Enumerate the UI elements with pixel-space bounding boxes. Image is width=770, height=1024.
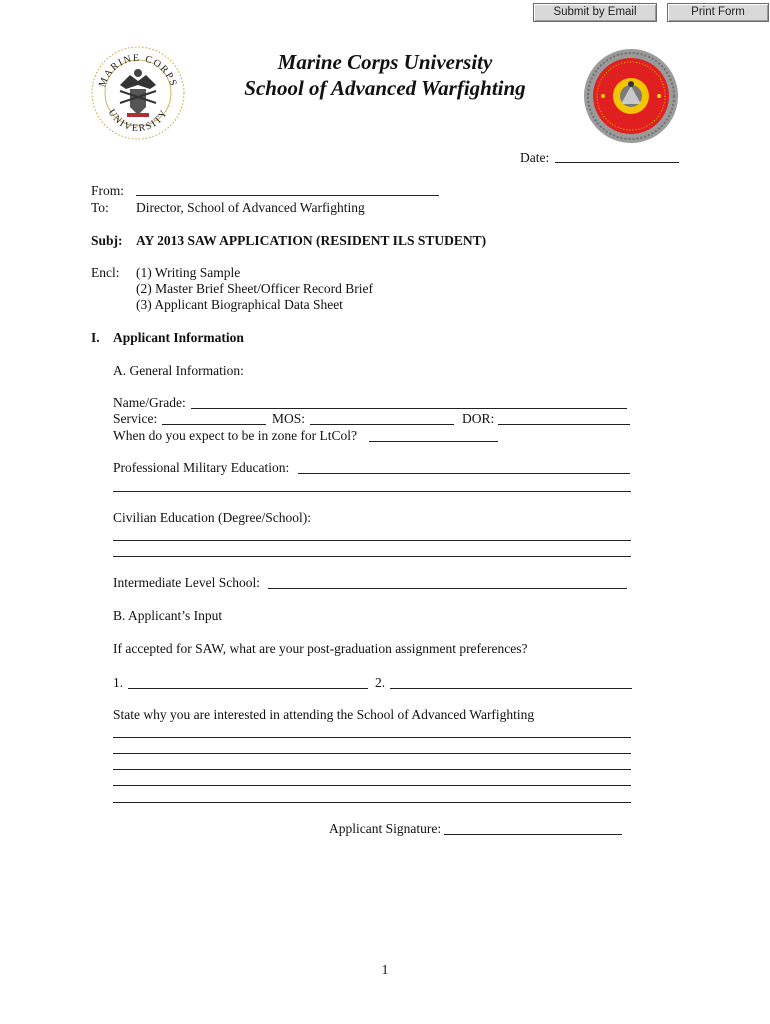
civilian-education-field-line2[interactable]: [113, 556, 631, 557]
name-grade-field[interactable]: [191, 408, 627, 409]
ltcol-zone-field[interactable]: [369, 441, 498, 442]
ils-field[interactable]: [268, 588, 627, 589]
interest-field-line5[interactable]: [113, 802, 631, 803]
ltcol-zone-label: When do you expect to be in zone for LtCol?: [113, 428, 358, 443]
interest-field-line2[interactable]: [113, 753, 631, 754]
preferences-question: If accepted for SAW, what are your post-graduation assignment preferences?: [113, 641, 528, 656]
signature-label: Applicant Signature:: [329, 821, 442, 836]
name-grade-label: Name/Grade:: [113, 395, 186, 410]
subsection-a-heading: A. General Information:: [113, 363, 244, 378]
page-number: 1: [381, 962, 389, 977]
encl-item: (2) Master Brief Sheet/Officer Record Brief: [136, 281, 374, 296]
interest-field-line1[interactable]: [113, 737, 631, 738]
date-field[interactable]: [555, 162, 679, 163]
svg-text:MARINE CORPS: MARINE CORPS: [96, 52, 179, 89]
pme-field[interactable]: [298, 473, 630, 474]
from-field[interactable]: [136, 195, 439, 196]
civilian-education-field[interactable]: [113, 540, 631, 541]
ils-label: Intermediate Level School:: [113, 575, 260, 590]
preference-2-label: 2.: [375, 675, 386, 690]
svg-text:UNIVERSITY: UNIVERSITY: [105, 107, 171, 135]
interest-question: State why you are interested in attending the School of Advanced Warfighting: [113, 707, 535, 722]
service-label: Service:: [113, 411, 158, 426]
service-field[interactable]: [162, 424, 266, 425]
subj-value: AY 2013 SAW APPLICATION (RESIDENT ILS STUDENT): [136, 233, 487, 248]
subsection-b-heading: B. Applicant’s Input: [113, 608, 223, 623]
submit-by-email-button[interactable]: Submit by Email: [533, 3, 657, 22]
mos-label: MOS:: [272, 411, 306, 426]
preference-1-field[interactable]: [128, 688, 368, 689]
civilian-education-label: Civilian Education (Degree/School):: [113, 510, 311, 525]
dor-label: DOR:: [462, 411, 495, 426]
section-heading: Applicant Information: [113, 330, 244, 345]
date-label: Date:: [520, 150, 550, 165]
encl-label: Encl:: [91, 265, 120, 280]
page-title-line2: School of Advanced Warfighting: [244, 76, 526, 100]
signature-field[interactable]: [444, 834, 622, 835]
to-value: Director, School of Advanced Warfighting: [136, 200, 365, 215]
subj-label: Subj:: [91, 233, 123, 248]
dor-field[interactable]: [498, 424, 630, 425]
mos-field[interactable]: [310, 424, 454, 425]
preference-1-label: 1.: [113, 675, 124, 690]
pme-label: Professional Military Education:: [113, 460, 290, 475]
print-form-button[interactable]: Print Form: [667, 3, 769, 22]
section-numeral: I.: [91, 330, 100, 345]
encl-item: (1) Writing Sample: [136, 265, 241, 280]
to-label: To:: [91, 200, 109, 215]
pme-field-line2[interactable]: [113, 491, 631, 492]
preference-2-field[interactable]: [390, 688, 632, 689]
page-title-line1: Marine Corps University: [277, 50, 493, 74]
interest-field-line4[interactable]: [113, 785, 631, 786]
from-label: From:: [91, 183, 125, 198]
interest-field-line3[interactable]: [113, 769, 631, 770]
encl-item: (3) Applicant Biographical Data Sheet: [136, 297, 343, 312]
